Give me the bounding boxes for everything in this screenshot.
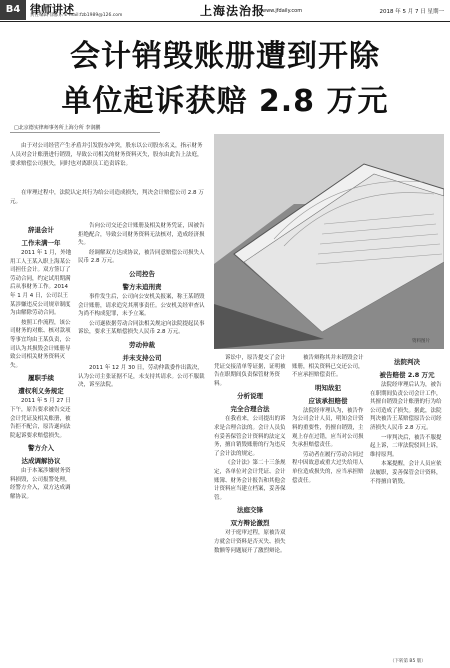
byline: □北京德实律师事务所上海分所 李润鹏: [14, 125, 101, 131]
body-paragraph: 经调解双方达成协议，被告同意赔偿公司损失人民币 2.8 万元。: [78, 249, 205, 265]
page-header: [0, 0, 450, 20]
section-heading: 被告赔偿 2.8 万元: [379, 371, 435, 379]
section-heading: 双方辩论激烈: [230, 519, 270, 528]
body-paragraph: 由于本案涉嫌财务资料损毁，公司报警处理，经警方介入，双方达成调解协议。: [10, 468, 71, 501]
section-heading: 辞退会计: [28, 226, 54, 234]
body-paragraph: 被告辩称其并未销毁会计账册，相关资料已交还公司，不应承担赔偿责任。: [292, 355, 364, 379]
body-paragraph: 劳动者在履行劳动合同过程中因故意或重大过失给用人单位造成损失的，应当承担赔偿责任。: [292, 451, 364, 484]
section-heading: 应该承担赔偿: [308, 396, 348, 405]
body-paragraph: 2011 年 12 月 30 日，劳动仲裁委作出裁决，认为公司主张证据不足，未支持其请求。公司不服裁决，诉至法院。: [78, 364, 205, 389]
section-heading: 并未支持公司: [122, 353, 162, 362]
body-paragraph: 诉讼中，原告提交了会计凭证交接清单等证据，证明被告在职期间负责保管财务资料。: [214, 355, 286, 387]
headline-line-2: 单位起诉获赔 2.8 万元: [61, 84, 389, 119]
section-heading: 警方介入: [28, 444, 54, 453]
section-heading: 工作未满一年: [21, 239, 61, 247]
ledger-books-illustration: [214, 134, 444, 349]
continued-note: （下转第 B5 版）: [390, 659, 426, 664]
section-heading: 明知故犯: [315, 383, 341, 392]
headline-line-1: 会计销毁账册遭到开除: [70, 39, 380, 74]
ledger-photo: [214, 134, 444, 349]
lead-paragraph-2: 在审理过程中，法院认定其行为给公司造成损失，判决会计赔偿公司 2.8 万元。: [10, 190, 204, 205]
body-paragraph: 本案提醒，会计人员应依法履职，妥善保管会计资料，不得擅自销毁。: [370, 461, 442, 485]
article-column-4: [292, 354, 364, 658]
body-paragraph: 按照工作流程，该公司财务的对账、核对款项等事宜均由王某负责，公司认为其损毁会计账册导致公司相关财务资料灭失。: [10, 319, 71, 369]
newspaper-brand: 上海法治报: [200, 4, 266, 18]
section-heading: 分析说理: [237, 392, 263, 401]
body-paragraph: 法院经审理后认为，被告在职期间负责公司会计工作，其擅自销毁会计账册的行为给公司造成了损失。据此，法院判决被告王某赔偿原告公司经济损失人民币 2.8 万元。: [370, 382, 442, 431]
article-column-5: [370, 354, 444, 654]
body-paragraph: 对于庭审过程，原被告双方就会计资料是否灭失、损失数额等问题展开了激烈辩论。: [214, 530, 286, 554]
photo-caption: 资料图片: [412, 339, 430, 344]
article-column-1: [10, 222, 72, 658]
byline-divider: [10, 132, 160, 133]
section-heading: 公司控告: [129, 269, 155, 278]
body-paragraph: 在我看来，公司提出的诉求是合理合法的。会计人员负有妥善保管会计资料的法定义务，擅自销毁账册的行为违反了会计法的规定。: [214, 416, 286, 457]
newspaper-url: www.jfdaily.com: [262, 8, 303, 14]
editor-line: 责任编辑 徐都东 E-mail:fzb1989@126.com: [30, 13, 123, 18]
header-rule: [0, 21, 450, 22]
section-heading: 达成调解协议: [21, 457, 61, 466]
section-heading: 警方未追刑责: [122, 282, 162, 291]
body-paragraph: 《会计法》第二十三条规定，各单位对会计凭证、会计账簿、财务会计报告和其他会计资料应当建立档案，妥善保管。: [214, 460, 286, 501]
article-column-3: [214, 354, 286, 658]
section-heading: 法院判决: [394, 358, 420, 366]
section-heading: 法庭交锋: [237, 506, 263, 515]
body-paragraph: 法院经审理认为，被告作为公司会计人员，明知会计资料的重要性，仍擅自销毁，主观上存在过错，应当对公司损失承担赔偿责任。: [292, 407, 364, 449]
column-title: 律师讲述: [30, 3, 74, 16]
section-heading: 履职手续: [28, 374, 54, 383]
section-heading: 劳动仲裁: [129, 340, 155, 349]
body-paragraph: 告向公司交还会计账册及相关财务凭证，因被告拒绝配合，导致公司财务资料无法核对，造成经济损失。: [78, 223, 205, 247]
body-paragraph: 2011 年 5 月 27 日下午，原告要求被告交还会计凭证及相关账册，被告拒不配合，原告遂向法院起诉要求赔偿损失。: [10, 398, 71, 439]
body-paragraph: 一审判决后，被告不服提起上诉，二审法院驳回上诉，维持原判。: [370, 434, 442, 458]
body-paragraph: 2011 年 1 月，外地用工人王某入职上海某公司担任会计。双方签订了劳动合同，约定试用期满后从事财务工作。2014 年 1 月 4 日，公司以王某涉嫌违反公司规章制度为由解除劳动合同。: [10, 250, 72, 317]
section-heading: 遭权利义务规定: [18, 387, 64, 396]
issue-date: 2018 年 5 月 7 日 星期一: [379, 9, 444, 15]
body-paragraph: 公司遂依据劳动合同法相关规定向法院提起民事诉讼，要求王某赔偿损失人民币 2.8 万元。: [78, 320, 205, 336]
section-tag: B4: [0, 0, 26, 20]
section-heading: 完全合理合法: [230, 405, 270, 414]
article-column-2: [78, 222, 206, 658]
lead-paragraph-1: 由于对公司经营产生矛盾并引发股东冲突，股东以公司股东名义，指示财务人员对会计账册进行销毁，导致公司相关的财务资料灭失，股东由此告上法庭，要求赔偿公司损失，同时也对离职员工追责诉讼。: [10, 143, 203, 167]
body-paragraph: 事件发生后，公司向公安机关报案，称王某销毁会计账册，请求追究其刑事责任。公安机关经审查认为尚不构成犯罪，未予立案。: [78, 293, 205, 318]
